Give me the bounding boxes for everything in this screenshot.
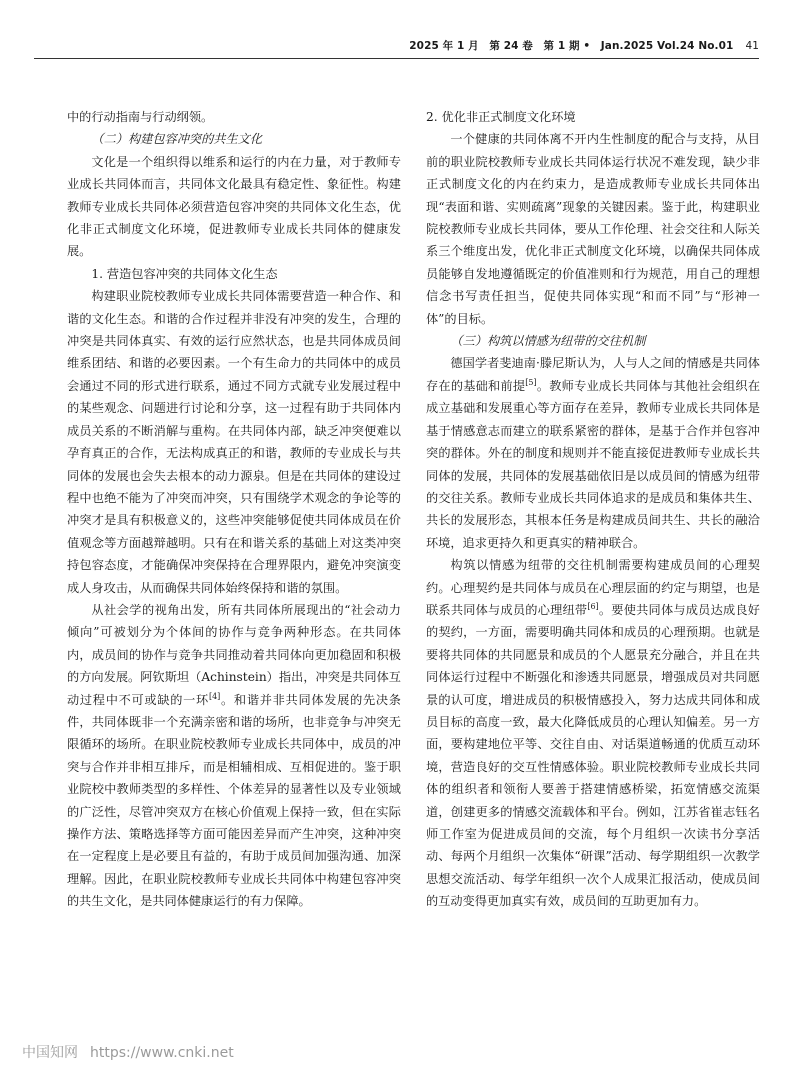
- paragraph-text: 从社会学的视角出发，所有共同体所展现出的“社会动力倾向”可被划分为个体间的协作与竞争两种形态。在共同体内，成员间的协作与竞争共同推动着共同体向更加稳固和积极的方向发展。阿钦斯坦（Achinstein）指出，冲突是共同体互动过程中不可或缺的一环: [67, 602, 401, 707]
- running-header-title: 2025 年 1 月 第 24 卷 第 1 期 • Jan.2025 Vol.24 No.01: [409, 40, 734, 52]
- section-heading-2: （二）构建包容冲突的共生文化: [91, 132, 263, 147]
- subsection-heading-2: 2. 优化非正式制度文化环境: [426, 110, 576, 124]
- paragraph-text: 。和谐并非共同体发展的先决条件，共同体既非一个充满亲密和谐的场所，也非竞争与冲突无限循环的场所。在职业院校教师专业成长共同体中，成员的冲突与合作并非相互排斥，而是相辅相成、互相促进的。鉴于职业院校中教师类型的多样性、个体差异的显著性以及专业领域的广泛性，尽管冲突双方在核心价值观上保持一致，但在实际操作方法、策略选择等方面可能因差异而产生冲突，这种冲突在一定程度上是必要且有益的，有助于成员间加强沟通、加深理解。因此，在职业院校教师专业成长共同体中构建包容冲突的共生文化，是共同体健康运行的有力保障。: [67, 692, 401, 909]
- paragraph-text: 构筑以情感为纽带的交往机制需要构建成员间的心理契约。心理契约是共同体与成员在心理层面的约定与期望，也是联系共同体与成员的心理纽带: [426, 558, 760, 617]
- paragraph: 一个健康的共同体离不开内生性制度的配合与支持，从目前的职业院校教师专业成长共同体运行状况不难发现，缺少非正式制度文化的内在约束力，是造成教师专业成长共同体出现“表面和谐、实则疏离”现象的关键因素。鉴于此，构建职业院校教师专业成长共同体，要从工作伦理、社会交往和人际关系三个维度出发，优化非正式制度文化环境，以确保共同体成员能够自发地遵循既定的价值准则和行为规范，用自己的理想信念书写责任担当，促使共同体实现“和而不同”与“形神一体”的目标。: [426, 132, 760, 326]
- paragraph-with-citation: [67, 599, 401, 913]
- paragraph-continuation: 中的行动指南与行动纲领。: [67, 110, 214, 124]
- paragraph-text: 。教师专业成长共同体与其他社会组织在成立基础和发展重心等方面存在差异，教师专业成长共同体是基于情感意志而建立的联系紧密的群体，是基于合作并包容冲突的群体。外在的制度和规则并不能直接促进教师专业成长共同体的发展，共同体的发展基础依旧是以成员间的情感为纽带的交往关系。教师专业成长共同体追求的是成员和集体共生、共长的发展形态，其根本任务是构建成员间共生、共长的融洽环境，追求更持久和更真实的精神联合。: [426, 378, 761, 550]
- paragraph: 文化是一个组织得以维系和运行的内在力量，对于教师专业成长共同体而言，共同体文化最具有稳定性、象征性。构建教师专业成长共同体必须营造包容冲突的共同体文化生态，优化非正式制度文化环境，促进教师专业成长共同体的健康发展。: [67, 154, 401, 259]
- paragraph-with-citation: [426, 554, 760, 913]
- paragraph: 构建职业院校教师专业成长共同体需要营造一种合作、和谐的文化生态。和谐的合作过程并非没有冲突的发生，合理的冲突是共同体真实、有效的运行应然状态，也是共同体成员间维系团结、和谐的必要因素。一个有生命力的共同体中的成员会通过不同的形式进行联系，通过不同方式就专业发展过程中的某些观念、问题进行讨论和分享，这一过程有助于共同体内成员关系的不断消解与重构。在共同体内部，缺乏冲突便难以孕育真正的合作，无法构成真正的和谐，教师的专业成长与共同体的发展也会失去根本的动力源泉。但是在共同体的建设过程中也绝不能为了冲突而冲突，只有围绕学术观念的争论等的冲突才是具有积极意义的，这些冲突能够促使共同体成员在价值观念等方面越辩越明。只有在和谐关系的基础上对这类冲突持包容态度，才能确保冲突保持在合理界限内，避免冲突演变成人身攻击，从而确保共同体始终保持和谐的氛围。: [67, 289, 401, 595]
- cnki-watermark: [22, 1042, 234, 1062]
- citation-marker: [4]: [208, 691, 221, 701]
- page-number: 41: [745, 40, 759, 52]
- watermark-url: https://www.cnki.net: [90, 1045, 234, 1061]
- citation-marker: [6]: [587, 601, 599, 611]
- paragraph-text: 德国学者斐迪南·滕尼斯认为，人与人之间的情感是共同体存在的基础和前提: [426, 356, 760, 393]
- citation-marker: [5]: [525, 377, 537, 387]
- header-rule: [34, 58, 759, 59]
- paragraph-with-citation: [426, 352, 760, 554]
- section-heading-3: （三）构筑以情感为纽带的交往机制: [450, 334, 646, 349]
- left-column: [67, 106, 401, 913]
- watermark-name: 中国知网: [22, 1045, 78, 1061]
- subsection-heading-1: 1. 营造包容冲突的共同体文化生态: [91, 266, 278, 281]
- running-header: [409, 38, 759, 53]
- paragraph-text: 。要使共同体与成员达成良好的契约，一方面，需要明确共同体和成员的心理预期。也就是要将共同体的共同愿景和成员的个人愿景充分融合，并且在共同体运行过程中不断强化和渗透共同愿景，增强成员对共同愿景的认可度，增进成员的积极情感投入，努力达成共同体和成员目标的高度一致，最大化降低成员的心理认知偏差。另一方面，要构建地位平等、交往自由、对话渠道畅通的优质互动环境，营造良好的交互性情感体验。职业院校教师专业成长共同体的组织者和领衔人要善于搭建情感桥梁，拓宽情感交流渠道，创建更多的情感交流载体和平台。例如，江苏省崔志钰名师工作室为促进成员间的交流，每个月组织一次读书分享活动、每两个月组织一次集体“研课”活动、每学期组织一次教学思想交流活动、每学年组织一次个人成果汇报活动，使成员间的互动变得更加真实有效，成员间的互助更加有力。: [426, 602, 760, 909]
- right-column: [426, 106, 760, 913]
